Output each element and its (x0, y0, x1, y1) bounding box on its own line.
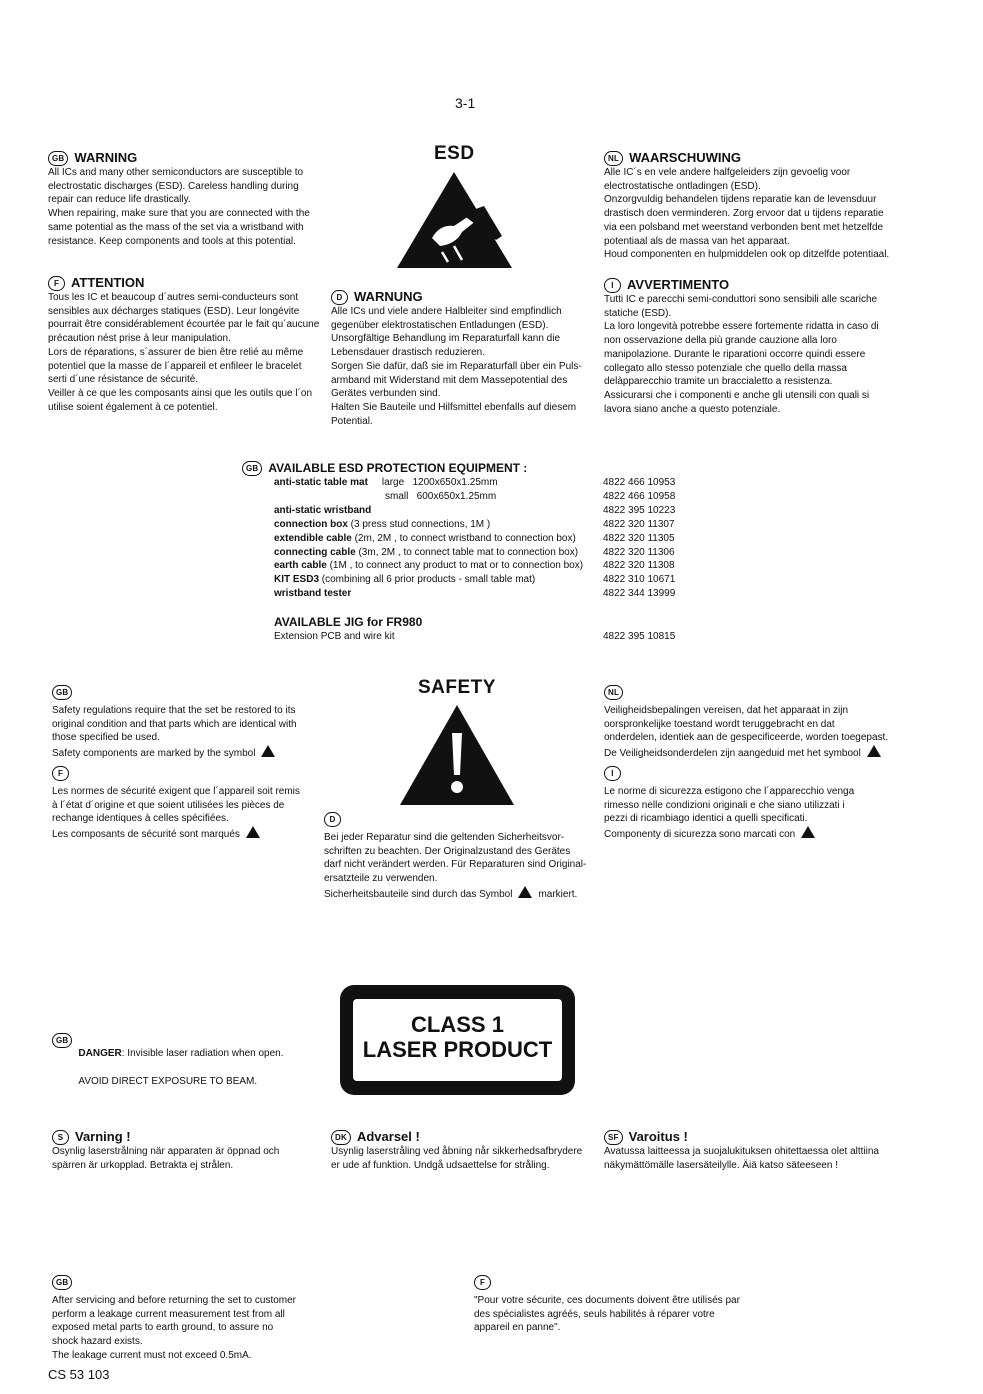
esd-attention-f-text: Tous les IC et beaucoup d´autres semi-conducteurs sont sensibles aux décharges statiques (ESD). Leur longévite pourrait être considérablement écourtée par le fait qu´aucune précaution nést prise à leur manipulation. Lors de réparations, s´assurer de bien être relié au même potentiel que la masse de l´appareil et enfileer le bracelet serti d´une résistance de sécurité. Veiller à ce que les composants ainsi que les outils que l´on utilise soient également à ce potentiel. (48, 292, 320, 413)
esd-warning-nl-heading (604, 150, 924, 166)
laser-varning-s-heading (52, 1129, 322, 1145)
lang-badge-d: D (331, 290, 348, 305)
esd-equipment-section (242, 460, 702, 476)
laser-varoitus-sf-heading (604, 1129, 924, 1145)
safety-f (52, 765, 332, 842)
equipment-part-number: 4822 320 11308 (603, 560, 675, 572)
esd-warnung-d-heading (331, 289, 601, 305)
esd-avvertimento-i-heading (604, 277, 924, 293)
lang-badge-f: F (474, 1275, 491, 1290)
safety-i-last-line (604, 826, 924, 842)
esd-warnung-d-text: Alle ICs und viele andere Halbleiter sind empfindlich gegenüber elektrostatischen Entladungen (ESD). Unsorgfältige Behandlung im Reparaturfall kann die Lebensdauer drastisch reduzieren. Sorgen Sie dafür, daß sie im Reparaturfall über ein Puls- armband mit Widerstand mit dem Massepotential des Gerätes verbunden sind. Halten Sie Bauteile und Hilfsmittel ebenfalls auf diesem Potential. (331, 306, 582, 427)
equipment-name: earth cable (274, 560, 327, 572)
lang-badge-nl: NL (604, 685, 623, 700)
esd-hand-warning-icon (392, 168, 517, 272)
danger-text: : Invisible laser radiation when open. (121, 1048, 284, 1059)
esd-avvertimento-i (604, 277, 924, 416)
safety-gb (52, 684, 332, 761)
class1-laser-label (340, 985, 575, 1095)
equipment-name: anti-static table mat (274, 477, 368, 488)
laser-advarsel-dk-heading (331, 1129, 603, 1145)
esd-attention-f-heading (48, 275, 338, 291)
heading-text: ATTENTION (71, 275, 145, 290)
equipment-row (274, 504, 604, 518)
laser-varoitus-sf (604, 1129, 924, 1172)
esd-warnung-d (331, 289, 601, 428)
laser-advarsel-dk (331, 1129, 603, 1172)
line-text: Componenty di sicurezza sono marcati con (604, 829, 796, 841)
jig-description: Extension PCB and wire kit (274, 631, 395, 642)
leakage-gb (52, 1274, 332, 1363)
esd-warning-nl-text: Alle IC´s en vele andere halfgeleiders zijn gevoelig voor electrostatische ontladingen (ESD). Onzorgvuldig behandelen tijdens reparatie kan de levensduur drastisch doen verminderen. Zorg ervoor dat u tijdens reparatie via een polsband met weerstand verbonden bent met hetzelfde potentiaal als de massa van het apparaat. Houd componenten en hulpmiddelen ook op ditzelfde potentiaal. (604, 167, 890, 261)
safety-symbol-icon (261, 745, 275, 757)
equipment-name: connecting cable (274, 546, 356, 558)
esd-warning-gb (48, 150, 338, 248)
lang-badge-gb: GB (52, 685, 72, 700)
laser-varning-s (52, 1129, 322, 1172)
safety-nl (604, 684, 924, 761)
safety-gb-text: Safety regulations require that the set be restored to its original condition and that parts which are identical with those specified be used. (52, 705, 297, 744)
equipment-name: connection box (274, 518, 348, 530)
safety-symbol-icon (518, 886, 532, 898)
laser-danger-gb (52, 1033, 322, 1089)
line-text: De Veiligheidsonderdelen zijn aangeduid met het symbool (604, 748, 861, 760)
lang-badge-i: I (604, 766, 621, 781)
safety-i (604, 765, 924, 842)
laser-danger-text (78, 1033, 283, 1089)
equipment-part-number: 4822 320 11306 (603, 546, 675, 558)
equipment-row (274, 476, 604, 490)
lang-badge-f: F (48, 276, 65, 291)
leakage-gb-text: After servicing and before returning the set to customer perform a leakage current measurement test from all exposed metal parts to earth ground, to assure no shock hazard exists. The leakage current must not exceed 0.5mA. (52, 1295, 297, 1361)
jig-section (274, 614, 594, 644)
leakage-f (474, 1274, 774, 1335)
safety-d-text: Bei jeder Reparatur sind die geltenden Sicherheitsvor- schriften zu beachten. Der Originalzustand des Gerätes darf nicht verändert werden. Für Reparaturen sind Original- ersatzteile zu verwenden. (324, 832, 587, 885)
safety-i-text: Le norme di sicurezza estigono che l´apparecchio venga rimesso nelle condizioni originali e che siano utilizzati i pezzi di ricambiago identici a quelli specificati. (604, 786, 855, 825)
safety-f-text: Les normes de sécurité exigent que l´appareil soit remis à l´état d´origine et que soient utilisées les pièces de rechange identiques à celles spécifiées. (52, 786, 300, 825)
lang-badge-f: F (52, 766, 69, 781)
safety-d (324, 811, 604, 902)
equipment-heading (242, 460, 702, 476)
lang-badge-gb: GB (52, 1275, 72, 1290)
lang-badge-gb: GB (48, 151, 68, 166)
equipment-name: extendible cable (274, 532, 352, 544)
safety-d-last-line (324, 886, 604, 902)
esd-warning-gb-text: All ICs and many other semiconductors are susceptible to electrostatic discharges (ESD). Careless handling during repair can reduce life drastically. When repairing, make sure that you are connected with the same potential as the mass of the set via a wristband with resistance. Keep components and tools at this potential. (48, 167, 310, 247)
esd-avvertimento-i-text: Tutti IC e parecchi semi-conduttori sono sensibili alle scariche statiche (ESD). La loro longevità potrebbe essere fortemente ridatta in caso di non osservazione della più grande cauzione alla loro manipolazione. Durante le riparationi occorre quindi essere collegato allo stesso potenziale che quello della massa delàpparecchio tramite un braccialetto a resistenza. Assicurarsi che i componenti e anche gli utensili con quali si lavora siano anche a questo potenziale. (604, 294, 879, 415)
lang-badge-d: D (324, 812, 341, 827)
safety-warning-icon (398, 703, 516, 807)
safety-nl-last-line (604, 745, 924, 761)
leakage-f-text: "Pour votre sécurite, ces documents doivent être utilisés par des spécialistes agréés, seuls habilités à réparer votre appareil en panne". (474, 1295, 740, 1334)
class1-laser-label-inner (353, 999, 562, 1081)
equipment-description: (3 press stud connections, 1M ) (347, 518, 491, 530)
equipment-description: (1M , to connect any product to mat or to connection box) (326, 560, 584, 572)
heading-text: WAARSCHUWING (629, 150, 742, 165)
laser-label-line2: LASER PRODUCT (362, 1037, 553, 1062)
safety-symbol-icon (867, 745, 881, 757)
equipment-part-number: 4822 310 10671 (603, 574, 676, 586)
equipment-row (274, 490, 604, 504)
esd-title: ESD (434, 143, 475, 164)
lang-badge-nl: NL (604, 151, 623, 166)
line-suffix: markiert. (538, 888, 578, 900)
equipment-description: large 1200x650x1.25mm (381, 477, 498, 488)
laser-label-line1: CLASS 1 (411, 1012, 504, 1037)
equipment-part-number: 4822 395 10223 (603, 504, 676, 516)
equipment-row (274, 518, 604, 532)
laser-varning-s-text: Osynlig laserstrålning när apparaten är öppnad och spärren är urkopplad. Betrakta ej strålen. (52, 1146, 280, 1171)
safety-nl-text: Veiligheidsbepalingen vereisen, dat het apparaat in zijn oorspronkelijke toestand wordt teruggebracht en dat onderdelen, identiek aan de gespecificeerde, worden toegepast. (604, 705, 889, 744)
line-text: Safety components are marked by the symbol (52, 748, 256, 760)
danger-label: DANGER (78, 1048, 122, 1059)
jig-part-number: 4822 395 10815 (603, 631, 676, 642)
heading-text: Varning ! (75, 1129, 131, 1144)
lang-badge-i: I (604, 278, 621, 293)
heading-text: WARNING (74, 150, 138, 165)
lang-badge-gb: GB (242, 461, 262, 476)
line-text: Les composants de sécurité sont marqués (52, 829, 240, 841)
heading-text: AVAILABLE ESD PROTECTION EQUIPMENT : (268, 461, 528, 475)
equipment-part-numbers (603, 476, 723, 601)
equipment-part-number: 4822 466 10953 (603, 477, 676, 488)
equipment-description: (2m, 2M , to connect wristband to connection box) (351, 532, 576, 544)
equipment-part-number: 4822 466 10958 (603, 490, 676, 502)
heading-text: AVVERTIMENTO (627, 277, 730, 292)
equipment-part-number: 4822 320 11307 (603, 518, 675, 530)
safety-symbol-icon (246, 826, 260, 838)
equipment-row (274, 532, 604, 546)
equipment-part-number: 4822 344 13999 (603, 588, 676, 600)
safety-f-last-line (52, 826, 332, 842)
equipment-description: (combining all 6 prior products - small table mat) (319, 574, 536, 586)
document-code: CS 53 103 (48, 1367, 110, 1382)
lang-badge-gb: GB (52, 1033, 72, 1048)
laser-varoitus-sf-text: Avatussa laitteessa ja suojalukituksen ohitettaessa olet alttiina näkymättömälle lasersäteilylle. Äiä katso säteeseen ! (604, 1146, 879, 1171)
danger-text-2: AVOID DIRECT EXPOSURE TO BEAM. (78, 1076, 258, 1087)
safety-title: SAFETY (418, 677, 496, 698)
heading-text: Varoitus ! (628, 1129, 688, 1144)
equipment-description: (3m, 2M , to connect table mat to connection box) (355, 546, 579, 558)
jig-heading: AVAILABLE JIG for FR980 (274, 615, 423, 629)
esd-warning-nl (604, 150, 924, 262)
equipment-row (274, 546, 604, 560)
equipment-row (274, 573, 604, 587)
heading-text: Advarsel ! (356, 1129, 420, 1144)
equipment-name: anti-static wristband (274, 504, 372, 516)
esd-warning-gb-heading (48, 150, 338, 166)
safety-symbol-icon (801, 826, 815, 838)
equipment-row (274, 587, 604, 601)
equipment-name: KIT ESD3 (274, 574, 320, 586)
line-text: Sicherheitsbauteile sind durch das Symbol (324, 888, 513, 900)
equipment-name: wristband tester (274, 588, 352, 600)
lang-badge-dk: DK (331, 1130, 351, 1145)
esd-attention-f (48, 275, 338, 414)
laser-advarsel-dk-text: Usynlig laserstråling ved åbning når sikkerhedsafbrydere er ude af funktion. Undgå udsaettelse for stråling. (331, 1146, 583, 1171)
safety-gb-last-line (52, 745, 332, 761)
equipment-description: small 600x650x1.25mm (385, 490, 497, 502)
equipment-row (274, 559, 604, 573)
lang-badge-sf: SF (604, 1130, 623, 1145)
equipment-part-number: 4822 320 11305 (603, 532, 675, 544)
heading-text: WARNUNG (354, 289, 423, 304)
equipment-list (274, 476, 604, 601)
lang-badge-s: S (52, 1130, 69, 1145)
page-number: 3-1 (455, 95, 476, 111)
